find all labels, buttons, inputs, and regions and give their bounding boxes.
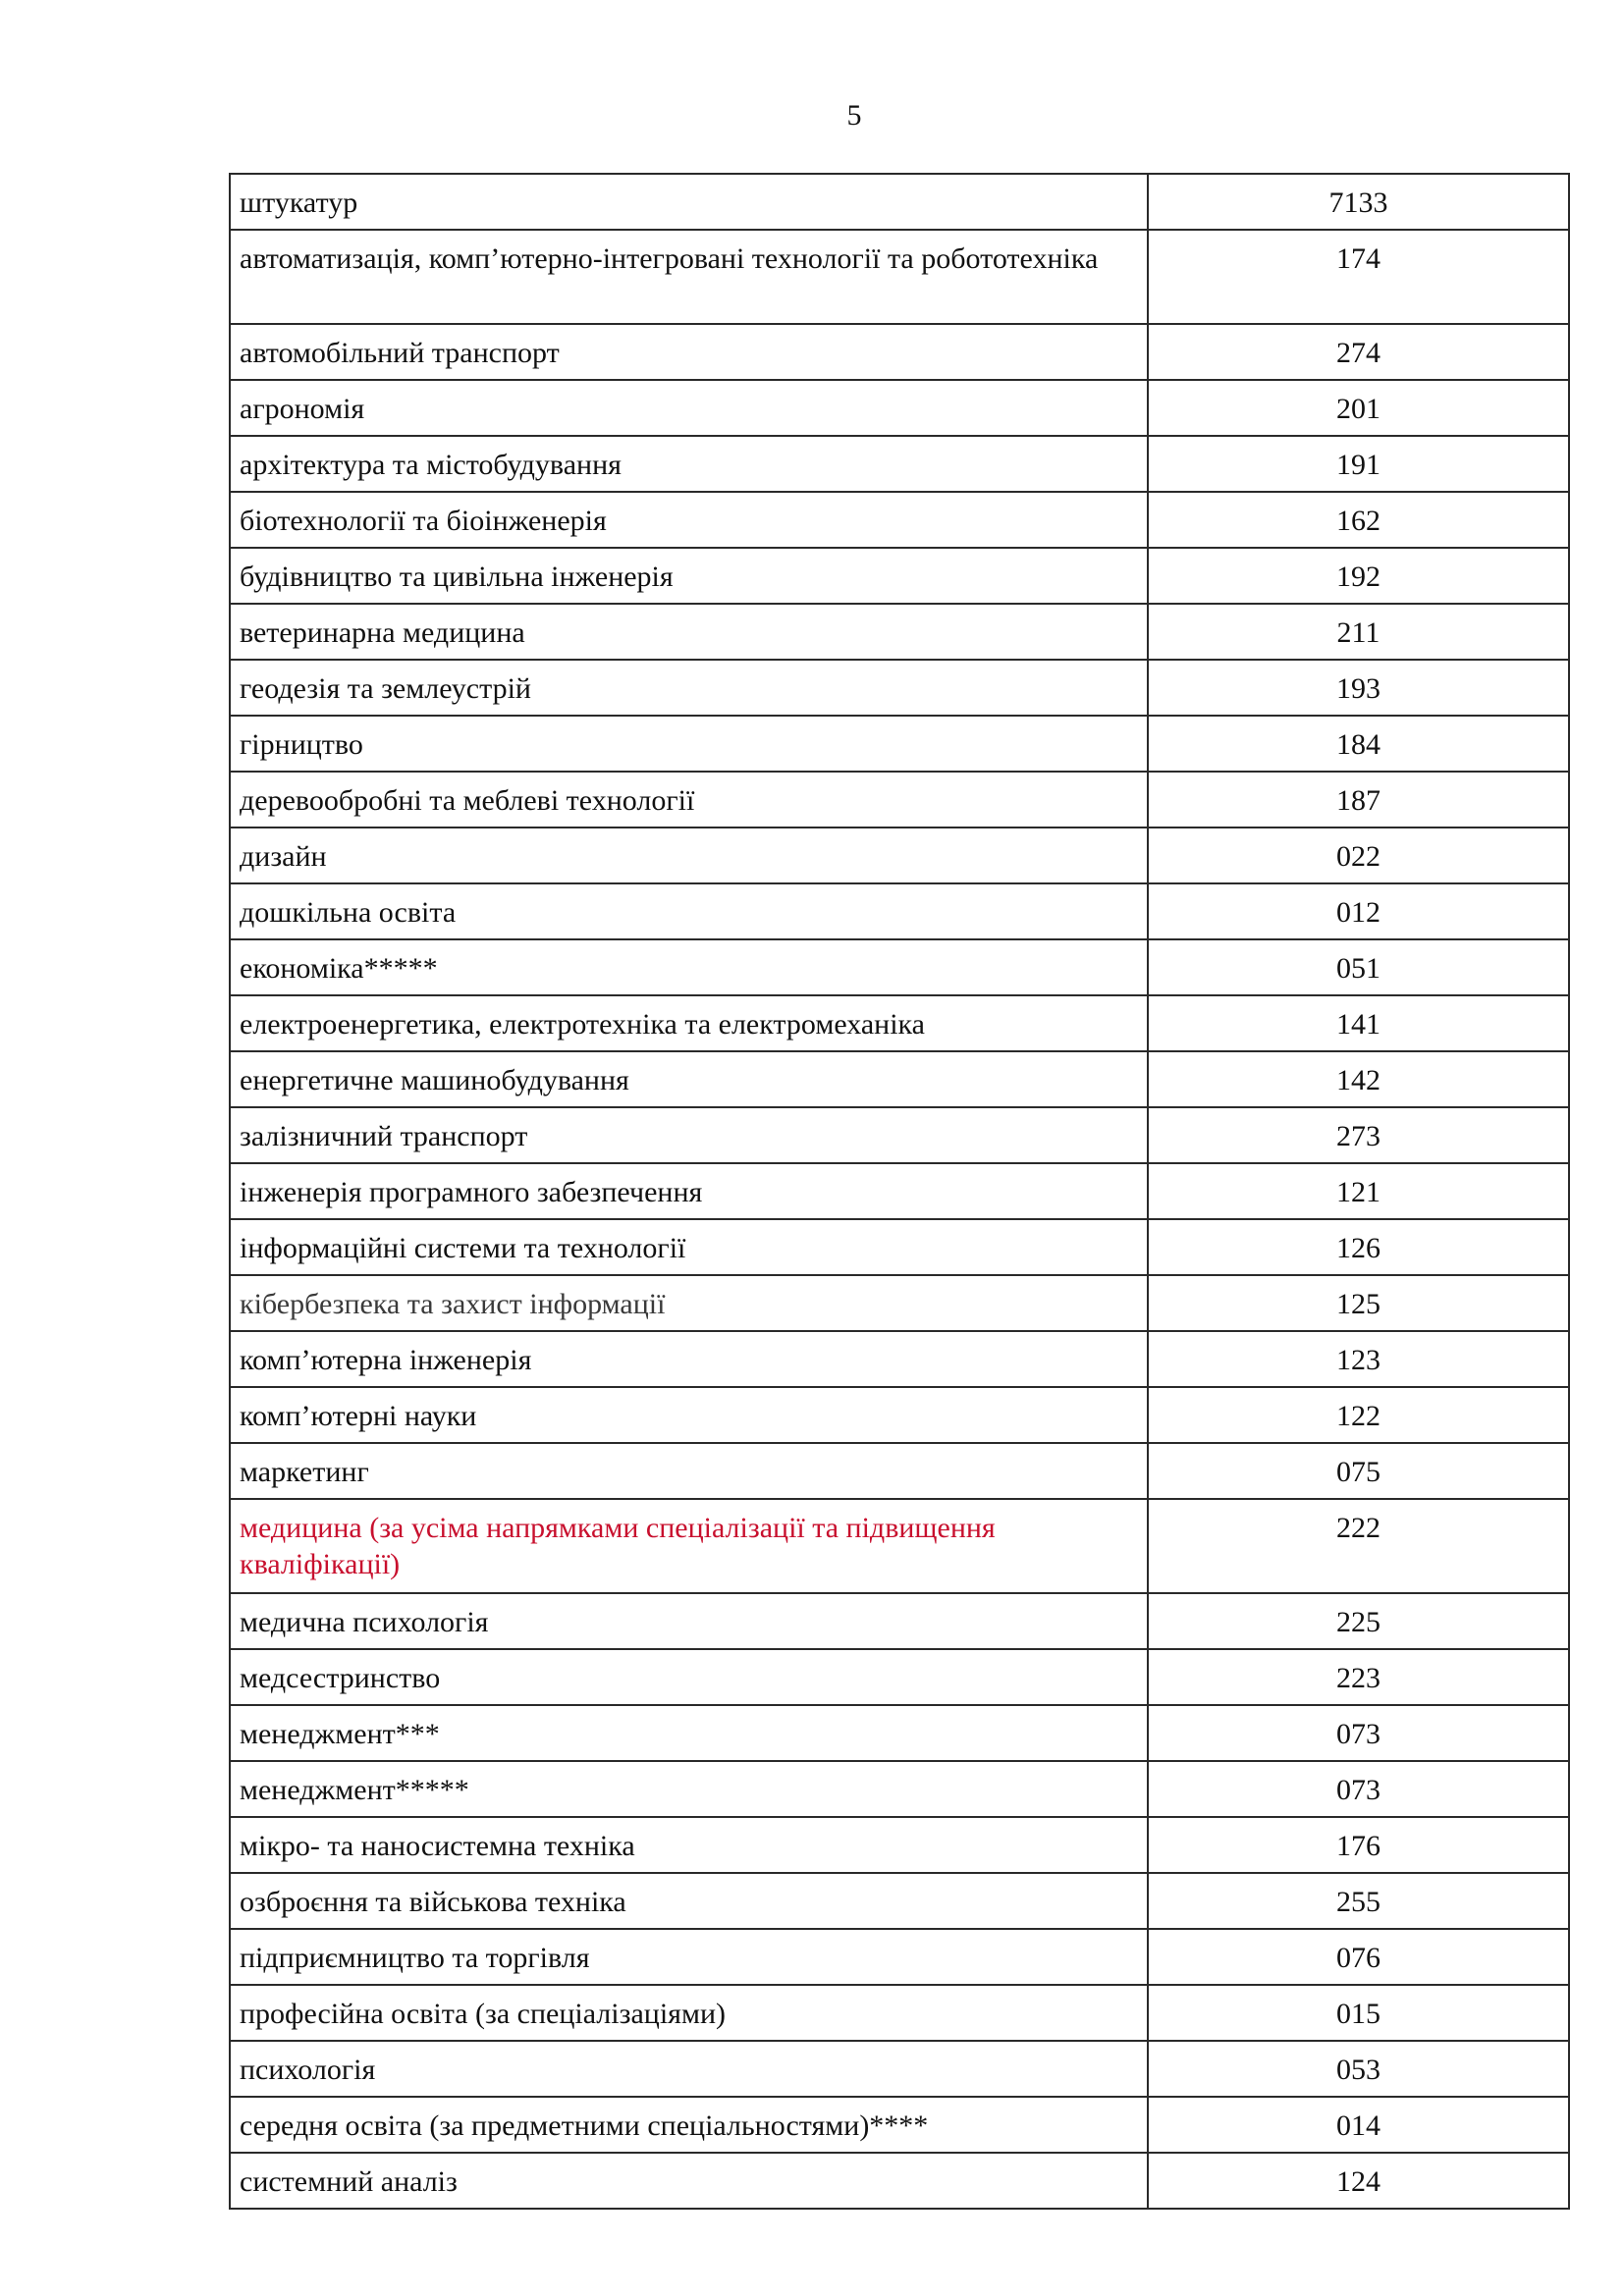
table-row [230, 548, 1569, 604]
specialty-code: 174 [1148, 230, 1569, 324]
table-row [230, 1649, 1569, 1705]
specialty-name: озброєння та військова техніка [230, 1873, 1148, 1929]
specialty-name: дошкільна освіта [230, 883, 1148, 939]
specialty-name: професійна освіта (за спеціалізаціями) [230, 1985, 1148, 2041]
specialty-code: 121 [1148, 1163, 1569, 1219]
specialty-code: 075 [1148, 1443, 1569, 1499]
table-row [230, 1163, 1569, 1219]
specialty-name: гірництво [230, 716, 1148, 772]
specialty-name: медицина (за усіма напрямками спеціалізації та підвищення кваліфікації) [230, 1499, 1148, 1593]
specialty-name: агрономія [230, 380, 1148, 436]
table-row [230, 939, 1569, 995]
specialty-name: автоматизація, комп’ютерно-інтегровані технології та робототехніка [230, 230, 1148, 324]
table-row [230, 1443, 1569, 1499]
specialty-code: 015 [1148, 1985, 1569, 2041]
specialty-code: 073 [1148, 1705, 1569, 1761]
specialty-code: 073 [1148, 1761, 1569, 1817]
specialty-name: енергетичне машинобудування [230, 1051, 1148, 1107]
table-row [230, 2153, 1569, 2209]
specialty-code: 255 [1148, 1873, 1569, 1929]
table-row [230, 2041, 1569, 2097]
specialty-name: автомобільний транспорт [230, 324, 1148, 380]
specialty-code: 126 [1148, 1219, 1569, 1275]
specialty-code: 7133 [1148, 174, 1569, 230]
table-row [230, 2097, 1569, 2153]
specialty-name: психологія [230, 2041, 1148, 2097]
specialty-name: штукатур [230, 174, 1148, 230]
specialty-name: дизайн [230, 828, 1148, 883]
specialty-name: деревообробні та меблеві технології [230, 772, 1148, 828]
table-row [230, 1761, 1569, 1817]
specialty-code: 223 [1148, 1649, 1569, 1705]
specialty-code: 201 [1148, 380, 1569, 436]
specialty-code: 187 [1148, 772, 1569, 828]
specialty-code: 211 [1148, 604, 1569, 660]
specialty-name: мікро- та наносистемна техніка [230, 1817, 1148, 1873]
specialty-code: 124 [1148, 2153, 1569, 2209]
specialties-table [229, 173, 1570, 2210]
specialty-code: 014 [1148, 2097, 1569, 2153]
specialty-code: 012 [1148, 883, 1569, 939]
table-row [230, 772, 1569, 828]
specialty-name: комп’ютерна інженерія [230, 1331, 1148, 1387]
specialty-name: медсестринство [230, 1649, 1148, 1705]
table-row [230, 1331, 1569, 1387]
table-row [230, 380, 1569, 436]
table-row [230, 995, 1569, 1051]
specialty-code: 184 [1148, 716, 1569, 772]
specialty-name: кібербезпека та захист інформації [230, 1275, 1148, 1331]
table-row [230, 828, 1569, 883]
specialty-code: 193 [1148, 660, 1569, 716]
specialty-name: підприємництво та торгівля [230, 1929, 1148, 1985]
table-row [230, 604, 1569, 660]
specialty-name: інформаційні системи та технології [230, 1219, 1148, 1275]
specialty-code: 051 [1148, 939, 1569, 995]
specialty-code: 273 [1148, 1107, 1569, 1163]
specialty-code: 191 [1148, 436, 1569, 492]
table-row [230, 1873, 1569, 1929]
specialty-code: 222 [1148, 1499, 1569, 1593]
table-row [230, 1107, 1569, 1163]
specialty-code: 022 [1148, 828, 1569, 883]
specialty-code: 076 [1148, 1929, 1569, 1985]
specialty-code: 125 [1148, 1275, 1569, 1331]
table-row [230, 1387, 1569, 1443]
specialty-code: 141 [1148, 995, 1569, 1051]
specialty-name: залізничний транспорт [230, 1107, 1148, 1163]
specialty-name: біотехнології та біоінженерія [230, 492, 1148, 548]
table-row [230, 716, 1569, 772]
table-row [230, 492, 1569, 548]
page-number: 5 [846, 99, 862, 132]
specialty-name: системний аналіз [230, 2153, 1148, 2209]
specialty-code: 142 [1148, 1051, 1569, 1107]
specialty-code: 225 [1148, 1593, 1569, 1649]
table-row [230, 230, 1569, 324]
specialty-code: 192 [1148, 548, 1569, 604]
table-row [230, 1985, 1569, 2041]
table-row [230, 1499, 1569, 1593]
specialty-name: будівництво та цивільна інженерія [230, 548, 1148, 604]
specialty-name: комп’ютерні науки [230, 1387, 1148, 1443]
specialty-code: 122 [1148, 1387, 1569, 1443]
specialty-name: геодезія та землеустрій [230, 660, 1148, 716]
specialty-name: архітектура та містобудування [230, 436, 1148, 492]
specialty-name: інженерія програмного забезпечення [230, 1163, 1148, 1219]
specialty-code: 274 [1148, 324, 1569, 380]
specialty-name: електроенергетика, електротехніка та електромеханіка [230, 995, 1148, 1051]
table-row [230, 174, 1569, 230]
table-row [230, 324, 1569, 380]
table-row [230, 1275, 1569, 1331]
specialty-code: 123 [1148, 1331, 1569, 1387]
table-row [230, 1817, 1569, 1873]
table-row [230, 436, 1569, 492]
specialty-name: маркетинг [230, 1443, 1148, 1499]
table-row [230, 1219, 1569, 1275]
specialty-name: ветеринарна медицина [230, 604, 1148, 660]
specialty-name: економіка***** [230, 939, 1148, 995]
specialty-name: медична психологія [230, 1593, 1148, 1649]
table-row [230, 1051, 1569, 1107]
specialty-code: 176 [1148, 1817, 1569, 1873]
table-row [230, 1593, 1569, 1649]
specialty-name: менеджмент***** [230, 1761, 1148, 1817]
table-row [230, 883, 1569, 939]
specialty-code: 053 [1148, 2041, 1569, 2097]
table-row [230, 1705, 1569, 1761]
specialty-code: 162 [1148, 492, 1569, 548]
specialty-name: менеджмент*** [230, 1705, 1148, 1761]
table-row [230, 1929, 1569, 1985]
table-row [230, 660, 1569, 716]
specialty-name: середня освіта (за предметними спеціальностями)**** [230, 2097, 1148, 2153]
